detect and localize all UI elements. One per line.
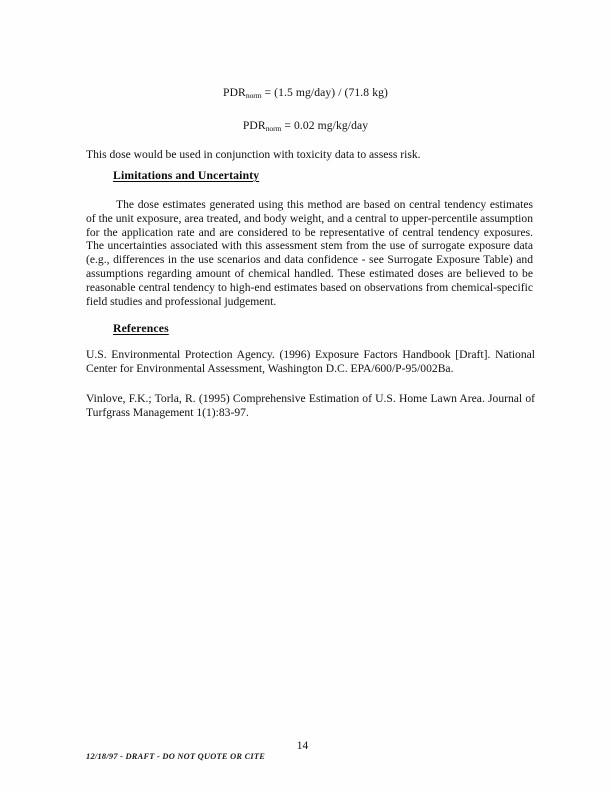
equation-variable: PDR — [223, 86, 246, 99]
section-heading-references: References — [113, 322, 169, 335]
paragraph-limitations-and-uncertainty: The dose estimates generated using this method are based on central tendency estimates of the unit exposure, area treated, and body weight, and a central to upper-percentile assumption for the application rate and are considered to be representative of central tendency exposures. The uncertainties associated with this assessment stem from the use of surrogate exposure data (e.g., differences in the use scenarios and data confidence - see Surrogate Exposure Table) and assumptions regarding amount of chemical handled. These estimated doses are believed to be reasonable central tendency to high-end estimates based on observations from chemical-specific field studies and professional judgement. — [86, 198, 533, 308]
section-heading-limitations-and-uncertainty: Limitations and Uncertainty — [113, 169, 260, 182]
equation-pdr-norm-result — [0, 119, 611, 132]
equation-expression: = (1.5 mg/day) / (71.8 kg) — [261, 86, 388, 99]
page-number-value: 14 — [296, 740, 309, 752]
reference-item: U.S. Environmental Protection Agency. (1996) Exposure Factors Handbook [Draft]. National Center for Environmental Assessment, Washington D.C. EPA/600/P-95/002Ba. — [86, 348, 535, 375]
equation-subscript: norm — [245, 91, 262, 101]
equation-variable: PDR — [242, 119, 266, 132]
footer-draft-notice: 12/18/97 - DRAFT - DO NOT QUOTE OR CITE — [86, 752, 266, 761]
equation-pdr-norm-calculation — [0, 86, 611, 99]
lead-sentence: This dose would be used in conjunction with toxicity data to assess risk. — [86, 148, 421, 161]
reference-item: Vinlove, F.K.; Torla, R. (1995) Comprehensive Estimation of U.S. Home Lawn Area. Journal of Turfgrass Management 1(1):83-97. — [86, 392, 535, 419]
equation-subscript: norm — [265, 124, 282, 134]
equation-expression: = 0.02 mg/kg/day — [281, 119, 369, 132]
page-number — [0, 740, 611, 752]
